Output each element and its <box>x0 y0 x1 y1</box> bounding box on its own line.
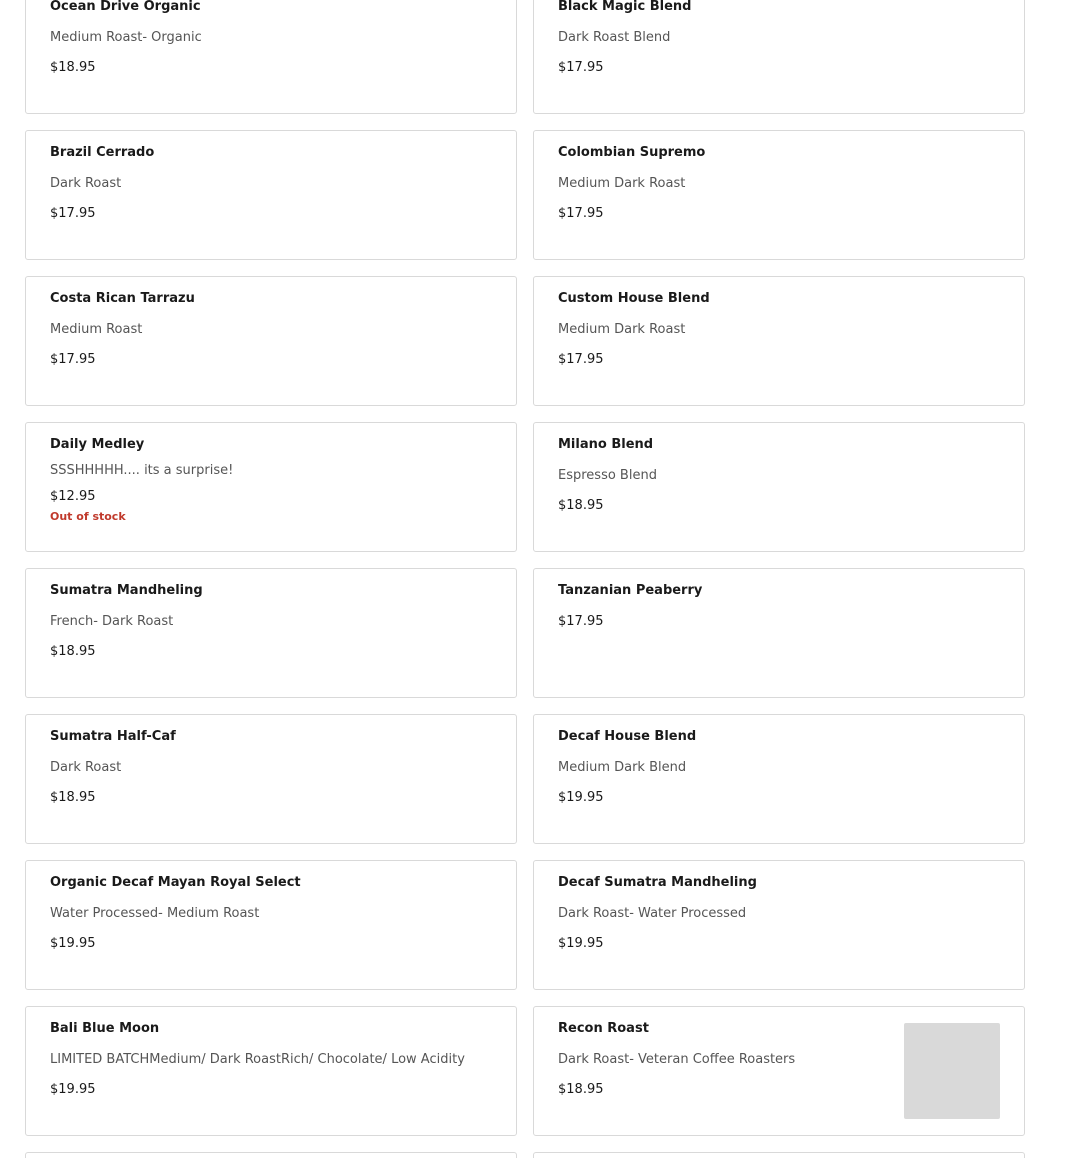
item-description: Dark Roast <box>50 176 122 191</box>
item-name: Decaf House Blend <box>558 729 697 744</box>
item-price: $17.95 <box>558 206 604 221</box>
item-name: Daily Medley <box>50 437 145 452</box>
menu-item-card[interactable] <box>25 714 517 844</box>
item-price: $19.95 <box>558 790 604 805</box>
item-image-placeholder <box>904 1023 1000 1119</box>
item-description: Dark Roast- Veteran Coffee Roasters <box>558 1052 796 1067</box>
item-name: Tanzanian Peaberry <box>558 583 703 598</box>
menu-item-card[interactable] <box>533 0 1025 114</box>
menu-item-card[interactable] <box>25 0 517 114</box>
item-name: Ocean Drive Organic <box>50 0 201 14</box>
item-description: Dark Roast Blend <box>558 30 671 45</box>
item-description: Medium Roast <box>50 322 143 337</box>
item-name: Decaf Sumatra Mandheling <box>558 875 757 890</box>
item-price: $17.95 <box>50 206 96 221</box>
item-description: Espresso Blend <box>558 468 657 483</box>
item-description: Dark Roast <box>50 760 122 775</box>
item-description: Medium Roast- Organic <box>50 30 202 45</box>
item-price: $19.95 <box>558 936 604 951</box>
menu-item-card[interactable] <box>25 276 517 406</box>
item-price: $12.95 <box>50 489 96 504</box>
item-name: Milano Blend <box>558 437 654 452</box>
item-name: Organic Decaf Mayan Royal Select <box>50 875 301 890</box>
menu-item-card[interactable] <box>533 422 1025 552</box>
menu-item-card[interactable] <box>25 568 517 698</box>
item-name: Sumatra Mandheling <box>50 583 203 598</box>
item-description: SSSHHHHH.... its a surprise! <box>50 463 234 478</box>
item-description: LIMITED BATCHMedium/ Dark RoastRich/ Chocolate/ Low Acidity <box>50 1052 465 1067</box>
item-name: Colombian Supremo <box>558 145 706 160</box>
item-description: Medium Dark Roast <box>558 176 686 191</box>
item-price: $18.95 <box>50 790 96 805</box>
item-price: $17.95 <box>558 60 604 75</box>
menu-item-card[interactable] <box>533 130 1025 260</box>
item-price: $18.95 <box>50 60 96 75</box>
item-description: Medium Dark Roast <box>558 322 686 337</box>
item-price: $18.95 <box>558 1082 604 1097</box>
item-price: $19.95 <box>50 936 96 951</box>
item-price: $19.95 <box>50 1082 96 1097</box>
out-of-stock-label: Out of stock <box>50 510 126 523</box>
menu-item-card[interactable] <box>533 568 1025 698</box>
menu-item-card[interactable] <box>25 130 517 260</box>
item-price: $17.95 <box>558 352 604 367</box>
menu-item-card[interactable] <box>25 860 517 990</box>
item-name: Brazil Cerrado <box>50 145 155 160</box>
item-description: Water Processed- Medium Roast <box>50 906 260 921</box>
item-price: $18.95 <box>558 498 604 513</box>
item-name: Black Magic Blend <box>558 0 692 14</box>
item-name: Costa Rican Tarrazu <box>50 291 195 306</box>
menu-item-card[interactable] <box>25 1006 517 1136</box>
item-name: Sumatra Half-Caf <box>50 729 176 744</box>
menu-item-card[interactable] <box>25 422 517 552</box>
item-name: Recon Roast <box>558 1021 649 1036</box>
item-description: French- Dark Roast <box>50 614 174 629</box>
item-name: Custom House Blend <box>558 291 710 306</box>
menu-item-card[interactable] <box>533 276 1025 406</box>
item-price: $18.95 <box>50 644 96 659</box>
item-price: $17.95 <box>558 614 604 629</box>
item-description: Dark Roast- Water Processed <box>558 906 747 921</box>
menu-item-card[interactable] <box>533 860 1025 990</box>
item-description: Medium Dark Blend <box>558 760 687 775</box>
item-price: $17.95 <box>50 352 96 367</box>
menu-item-card-partial[interactable] <box>25 1152 517 1158</box>
menu-item-grid <box>25 0 1025 1158</box>
menu-item-card-partial[interactable] <box>533 1152 1025 1158</box>
item-name: Bali Blue Moon <box>50 1021 160 1036</box>
menu-item-card[interactable] <box>533 1006 1025 1136</box>
menu-item-card[interactable] <box>533 714 1025 844</box>
